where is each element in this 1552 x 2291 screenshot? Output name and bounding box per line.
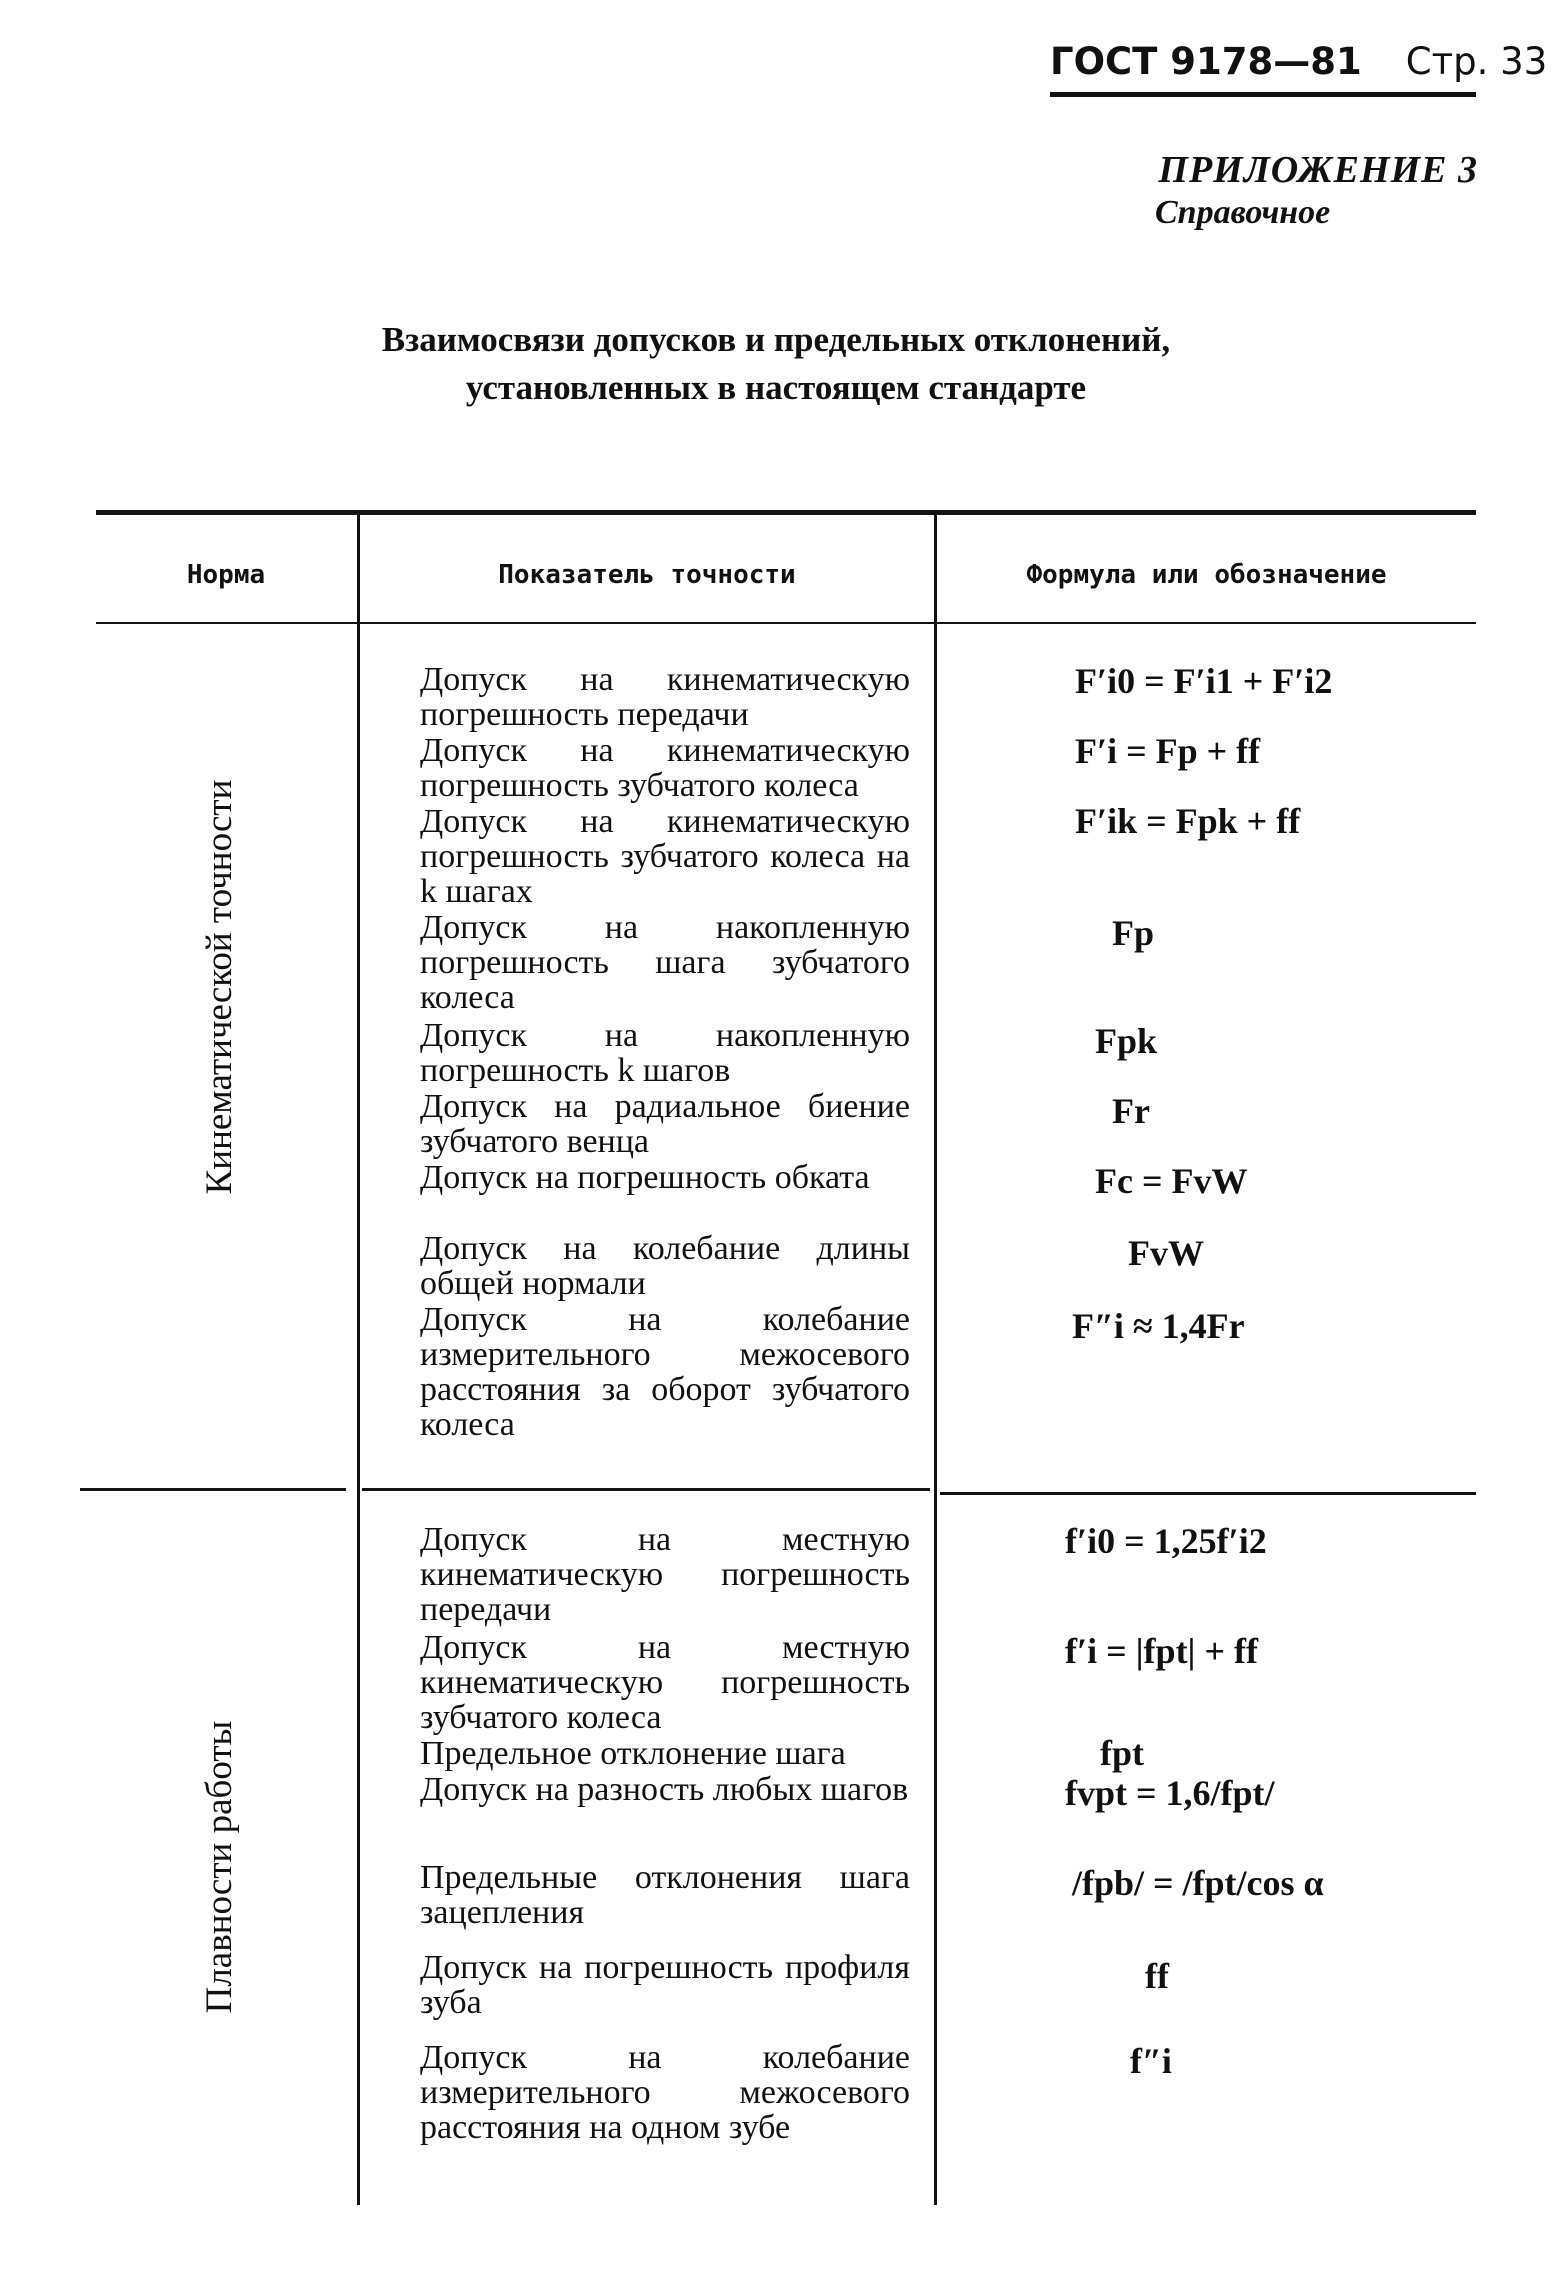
- table-row-text: Допуск на местную кинематическую погрешность зубчатого колеса: [420, 1629, 910, 1736]
- column-header-formula: Формула или обозначение: [1026, 560, 1387, 590]
- group-label-smoothness: Плавности работы: [199, 1720, 240, 2014]
- table-row-text: Допуск на разность любых шагов: [420, 1771, 909, 1808]
- formula: fvpt = 1,6/fpt/: [1065, 1773, 1275, 1813]
- formula: F′ik = Fpk + ff: [1075, 801, 1301, 841]
- table-row-text: Допуск на накопленную погрешность k шагов: [420, 1017, 910, 1089]
- formula: f′i0 = 1,25f′i2: [1065, 1521, 1267, 1561]
- formula: Fp: [1112, 913, 1155, 953]
- formula: f″i: [1130, 2041, 1172, 2081]
- table-row-text: Допуск на радиальное биение зубчатого венца: [420, 1088, 910, 1160]
- formula: Fc = FvW: [1095, 1161, 1248, 1201]
- table-row-text: Допуск на погрешность профиля зуба: [420, 1949, 910, 2021]
- formula: F′i0 = F′i1 + F′i2: [1075, 661, 1333, 701]
- formula: Fpk: [1095, 1021, 1158, 1061]
- table-row-text: Допуск на колебание измерительного межосевого расстояния за оборот зубчатого колеса: [420, 1301, 910, 1443]
- table-col-divider-1: [357, 515, 360, 2205]
- table-row-text: Предельные отклонения шага зацепления: [420, 1859, 910, 1931]
- group-label-kinematic: Кинематической точности: [199, 779, 240, 1195]
- formula: ff: [1145, 1956, 1169, 1996]
- header-rule: [1050, 92, 1476, 97]
- page-header: [1050, 40, 1548, 83]
- formula: fpt: [1100, 1733, 1144, 1773]
- table-row-text: Допуск на местную кинематическую погрешность передачи: [420, 1521, 910, 1628]
- formula: FvW: [1128, 1233, 1204, 1273]
- appendix-title: ПРИЛОЖЕНИЕ 3: [1158, 149, 1478, 191]
- formula: F′i = Fp + ff: [1075, 731, 1261, 771]
- formula: /fpb/ = /fpt/cos α: [1072, 1863, 1324, 1903]
- document-title-line1: Взаимосвязи допусков и предельных отклонений,: [381, 320, 1171, 359]
- table-head-rule: [96, 622, 1476, 624]
- table-row-text: Допуск на колебание измерительного межосевого расстояния на одном зубе: [420, 2039, 910, 2146]
- column-header-norm: Норма: [186, 560, 266, 590]
- table-top-rule: [96, 510, 1476, 515]
- formula: F″i ≈ 1,4Fr: [1072, 1306, 1245, 1346]
- standard-number: ГОСТ 9178—81: [1050, 40, 1362, 83]
- table-row-text: Допуск на кинематическую погрешность зубчатого колеса: [420, 732, 910, 804]
- group-rule-right: [940, 1492, 1476, 1495]
- table-row-text: Допуск на накопленную погрешность шага зубчатого колеса: [420, 909, 910, 1016]
- appendix-subtitle: Справочное: [1155, 194, 1331, 231]
- table-row-text: Допуск на кинематическую погрешность передачи: [420, 661, 910, 733]
- formula: f′i = |fpt| + ff: [1065, 1631, 1258, 1671]
- column-header-indicator: Показатель точности: [498, 560, 796, 590]
- formula: Fr: [1112, 1091, 1150, 1131]
- table-row-text: Допуск на кинематическую погрешность зубчатого колеса на k шагах: [420, 803, 910, 910]
- page-number: Стр. 33: [1405, 40, 1548, 83]
- table-row-text: Допуск на погрешность обката: [420, 1159, 870, 1196]
- group-rule-left: [80, 1488, 346, 1491]
- table-row-text: Допуск на колебание длины общей нормали: [420, 1230, 910, 1302]
- table-row-text: Предельное отклонение шага: [420, 1735, 846, 1772]
- table-col-divider-2: [934, 515, 937, 2205]
- document-title-line2: установленных в настоящем стандарте: [465, 368, 1087, 407]
- group-rule-middle: [362, 1488, 930, 1491]
